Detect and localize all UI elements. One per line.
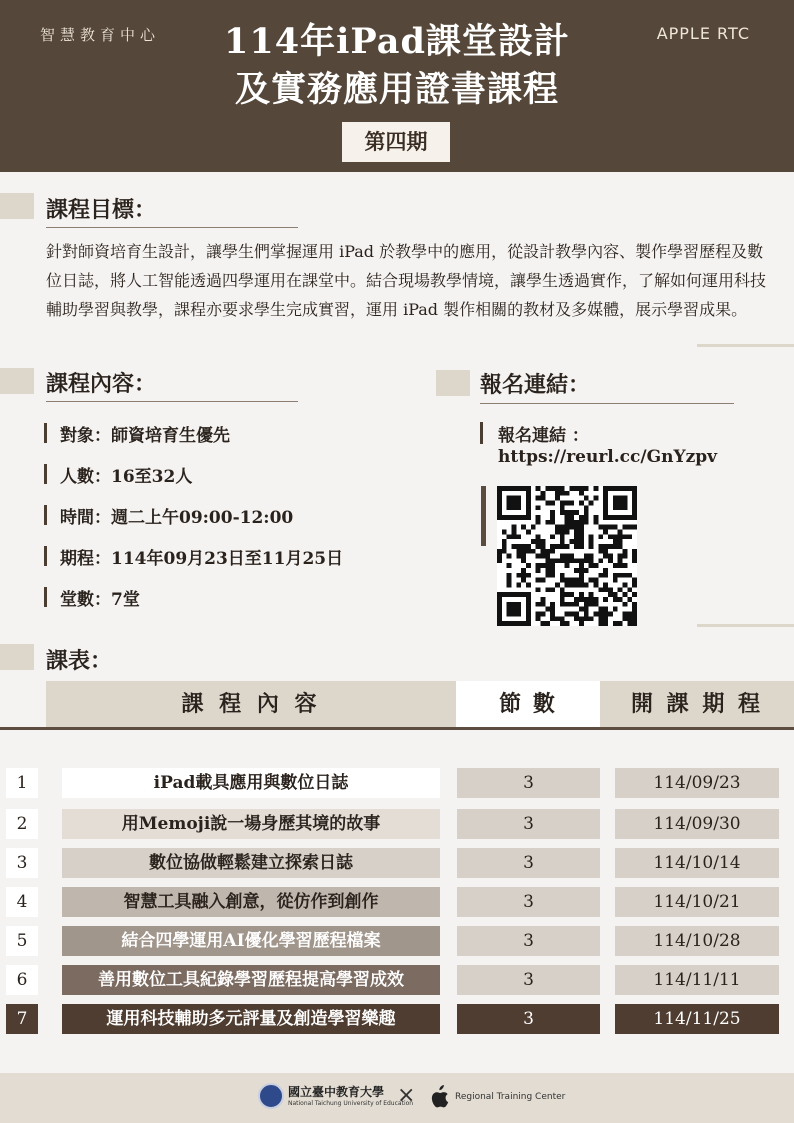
- content-heading: 課程內容：: [46, 371, 157, 397]
- row-session-count: 3: [457, 809, 600, 839]
- center-brand: 智慧教育中心: [40, 26, 161, 44]
- table-header-rule: [0, 727, 794, 730]
- section-rule: [46, 227, 298, 228]
- row-start-date: 114/11/11: [615, 965, 779, 995]
- row-number: 2: [6, 809, 38, 839]
- row-number: 1: [6, 768, 38, 798]
- university-name: 國立臺中教育大學: [288, 1085, 385, 1099]
- col-course: 課 程 內 容: [181, 691, 321, 717]
- title-line-2: 及實務應用證書課程: [234, 69, 559, 110]
- row-number: 4: [6, 887, 38, 917]
- registration-url[interactable]: https://reurl.cc/GnYzpv: [498, 447, 718, 467]
- section-marker: [0, 644, 34, 670]
- row-session-count: 3: [457, 848, 600, 878]
- row-course-title: 用Memoji說一場身歷其境的故事: [62, 809, 440, 839]
- row-session-count: 3: [457, 887, 600, 917]
- row-session-count: 3: [457, 926, 600, 956]
- col-count: 節 數: [499, 691, 557, 717]
- col-date: 開 課 期 程: [631, 691, 763, 717]
- apple-rtc-brand: APPLE RTC: [656, 24, 750, 43]
- row-number: 7: [6, 1004, 38, 1034]
- section-rule: [480, 403, 734, 404]
- rtc-label: Regional Training Center: [455, 1092, 566, 1102]
- row-course-title: 運用科技輔助多元評量及創造學習樂趣: [62, 1004, 440, 1034]
- row-start-date: 114/10/14: [615, 848, 779, 878]
- info-time: 時間：週二上午09:00-12:00: [44, 504, 293, 526]
- period-badge: 第四期: [342, 122, 450, 162]
- row-number: 3: [6, 848, 38, 878]
- row-course-title: 善用數位工具紀錄學習歷程提高學習成效: [62, 965, 440, 995]
- section-marker: [0, 368, 34, 394]
- row-number: 5: [6, 926, 38, 956]
- registration-bar: [480, 422, 483, 444]
- row-start-date: 114/10/21: [615, 887, 779, 917]
- section-marker: [0, 193, 34, 219]
- row-start-date: 114/11/25: [615, 1004, 779, 1034]
- row-session-count: 3: [457, 965, 600, 995]
- decorative-line: [697, 624, 794, 627]
- registration-qr-code[interactable]: [497, 486, 637, 626]
- registration-label: 報名連結 ：: [498, 426, 589, 446]
- objective-text: 針對師資培育生設計，讓學生們掌握運用 iPad 於教學中的應用，從設計教學內容、製作學習歷程及數位日誌，將人工智能透過四學運用在課堂中。結合現場教學情境，讓學生透過實作，了解如何運用科技輔助學習與教學，課程亦要求學生完成實習，運用 iPad 製作相關的教材及多媒體，展示學習成果。: [46, 242, 767, 319]
- row-course-title: 數位協做輕鬆建立探索日誌: [62, 848, 440, 878]
- section-rule: [46, 401, 298, 402]
- university-english-name: National Taichung University of Education: [288, 1100, 414, 1107]
- registration-heading: 報名連結：: [480, 372, 591, 398]
- title-line-1: 114年iPad課堂設計: [224, 21, 570, 62]
- row-start-date: 114/10/28: [615, 926, 779, 956]
- row-session-count: 3: [457, 768, 600, 798]
- info-capacity: 人數：16至32人: [44, 463, 192, 485]
- row-course-title: 智慧工具融入創意，從仿作到創作: [62, 887, 440, 917]
- info-target: 對象：師資培育生優先: [44, 422, 230, 444]
- table-header-gap: [0, 681, 46, 727]
- section-marker: [436, 370, 470, 396]
- row-course-title: 結合四學運用AI優化學習歷程檔案: [62, 926, 440, 956]
- row-number: 6: [6, 965, 38, 995]
- decorative-line: [697, 344, 794, 347]
- cross-icon: ×: [397, 1083, 416, 1108]
- row-session-count: 3: [457, 1004, 600, 1034]
- row-start-date: 114/09/30: [615, 809, 779, 839]
- schedule-heading: 課表：: [46, 648, 113, 674]
- objective-heading: 課程目標：: [46, 197, 157, 223]
- row-course-title: iPad載具應用與數位日誌: [62, 768, 440, 798]
- university-seal-icon: [258, 1083, 284, 1109]
- info-period: 期程：114年09月23日至11月25日: [44, 545, 343, 567]
- info-sessions: 堂數：7堂: [44, 586, 140, 608]
- apple-logo-icon: [429, 1085, 449, 1109]
- row-start-date: 114/09/23: [615, 768, 779, 798]
- qr-side-bar: [481, 486, 486, 546]
